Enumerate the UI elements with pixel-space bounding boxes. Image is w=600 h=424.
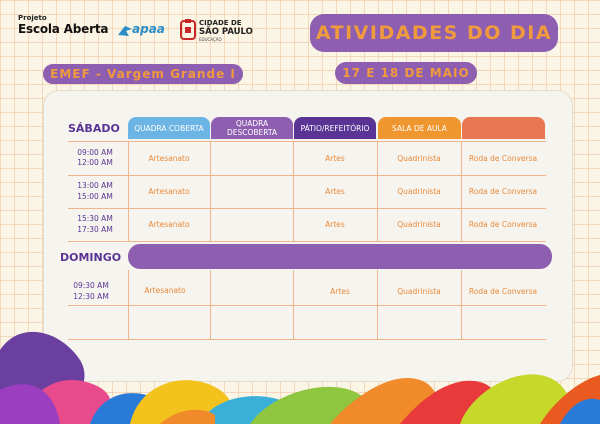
cell-extra: Roda de Conversa <box>468 187 538 196</box>
cell-sala: Quadrinista <box>397 287 441 296</box>
cell-extra: Roda de Conversa <box>468 154 538 163</box>
decorative-color-splash <box>0 300 600 424</box>
escola-aberta-logo: Escola Aberta <box>18 22 109 36</box>
cell-quadra-coberta: Artesanato <box>148 154 190 163</box>
apaa-bird-icon <box>117 24 133 38</box>
time-start: 13:00 AM <box>77 181 113 190</box>
sao-paulo-label: SÃO PAULO <box>199 27 253 37</box>
cidade-label: CIDADE DE <box>199 19 242 27</box>
column-patio-refeitorio: PÁTIO/REFEITÓRIO <box>294 117 376 139</box>
cell-extra: Roda de Conversa <box>468 220 538 229</box>
grid-line <box>68 241 546 242</box>
sao-paulo-seal-icon <box>180 18 196 42</box>
grid-line <box>68 208 546 209</box>
day-label-saturday: SÁBADO <box>68 122 120 135</box>
cell-quadra-coberta: Artesanato <box>144 286 186 295</box>
projeto-label: Projeto <box>18 14 47 22</box>
educacao-label: EDUCAÇÃO <box>199 37 222 42</box>
time-end: 17:30 AM <box>77 225 113 234</box>
cell-patio: Artes <box>325 154 345 163</box>
grid-line <box>210 141 211 241</box>
event-dates: 17 E 18 DE MAIO <box>335 62 477 84</box>
column-quadra-coberta: QUADRA COBERTA <box>128 117 210 139</box>
cell-quadra-coberta: Artesanato <box>148 220 190 229</box>
cell-patio: Artes <box>330 287 350 296</box>
sunday-header-bar <box>128 244 552 269</box>
day-label-sunday: DOMINGO <box>60 251 122 264</box>
column-quadra-descoberta: QUADRA DESCOBERTA <box>211 117 293 139</box>
page-title: ATIVIDADES DO DIA <box>310 14 558 52</box>
time-end: 12:00 AM <box>77 158 113 167</box>
time-start: 09:30 AM <box>73 281 109 290</box>
time-end: 15:00 AM <box>77 192 113 201</box>
time-start: 09:00 AM <box>77 148 113 157</box>
cell-sala: Quadrinista <box>397 154 441 163</box>
column-extra <box>462 117 545 139</box>
column-sala-de-aula: SALA DE AULA <box>378 117 461 139</box>
cell-sala: Quadrinista <box>397 187 441 196</box>
school-name: EMEF - Vargem Grande I <box>43 64 243 84</box>
grid-line <box>68 141 546 142</box>
cell-extra: Roda de Conversa <box>468 287 538 296</box>
cell-quadra-coberta: Artesanato <box>148 187 190 196</box>
apaa-logo: apaa <box>132 22 165 36</box>
cell-patio: Artes <box>325 220 345 229</box>
grid-line <box>68 175 546 176</box>
time-start: 15:30 AM <box>77 214 113 223</box>
cell-sala: Quadrinista <box>397 220 441 229</box>
cell-patio: Artes <box>325 187 345 196</box>
time-end: 12:30 AM <box>73 292 109 301</box>
